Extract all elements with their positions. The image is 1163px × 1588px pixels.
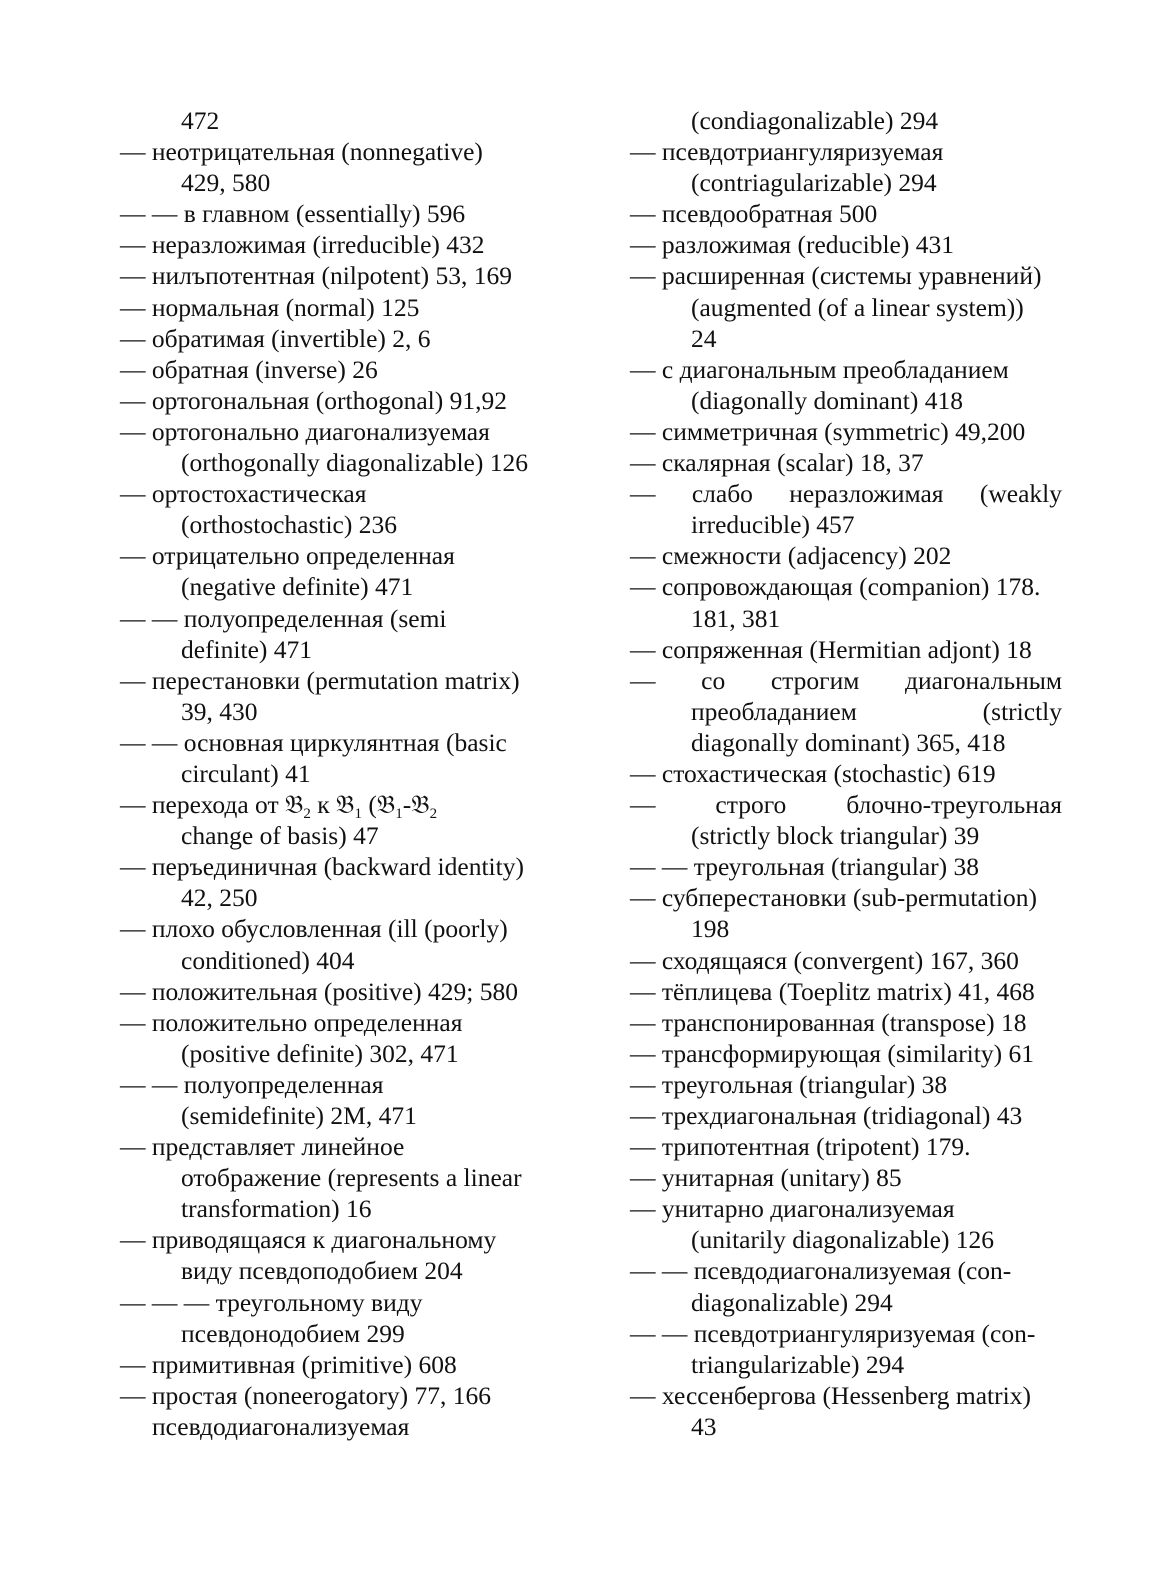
index-entry-word: строгим: [770, 665, 860, 695]
index-entry-line: 429, 580: [181, 168, 271, 198]
index-entry-line: 472: [181, 106, 220, 135]
index-entry-line: — — — треугольному виду: [120, 1287, 423, 1317]
index-column-right: [630, 105, 1062, 1442]
index-entry-line: (negative definite) 471: [181, 572, 414, 602]
index-entry-word: (strictly: [982, 696, 1062, 726]
index-entry-line: [630, 665, 1062, 696]
index-entry-line: (condiagonalizable) 294: [691, 106, 939, 135]
index-entry-line: (strictly block triangular) 39: [691, 821, 980, 851]
index-entry-line: — ортогональная (orthogonal) 91,92: [120, 385, 507, 415]
index-entry-line: — ортостохастическая: [120, 479, 367, 509]
index-entry-line: псевдодиагонализуемая: [152, 1411, 410, 1441]
index-entry-line: виду псевдоподобием 204: [181, 1256, 463, 1286]
index-entry-line: [630, 789, 1062, 820]
index-entry-line: — тёплицева (Toeplitz matrix) 41, 468: [630, 976, 1035, 1006]
index-entry-line: — стохастическая (stochastic) 619: [630, 758, 996, 788]
index-entry-line: diagonally dominant) 365, 418: [691, 727, 1006, 757]
index-entry-line: — плохо обусловленная (ill (poorly): [120, 914, 508, 944]
index-entry-word: диагональным: [905, 665, 1062, 695]
index-entry-word: преобладанием: [691, 696, 857, 726]
index-entry-line: — скалярная (scalar) 18, 37: [630, 448, 924, 478]
index-entry-word: неразложимая: [789, 479, 944, 509]
basis-subscript: 2: [429, 806, 438, 823]
index-entry-line: отображение (represents a linear: [181, 1163, 522, 1193]
index-entry-word: слабо: [691, 479, 753, 509]
index-entry-line: — псевдообратная 500: [630, 199, 878, 229]
index-entry-line: — нилъпотентная (nilpotent) 53, 169: [120, 261, 512, 291]
basis-subscript: 2: [303, 806, 311, 823]
index-entry-line: 198: [691, 914, 730, 944]
index-entry-line: 43: [691, 1411, 717, 1441]
index-entry-line: [630, 478, 1062, 509]
index-entry-text: -𝔅: [402, 790, 430, 820]
index-entry-line: псевдонодобием 299: [181, 1318, 405, 1348]
index-entry-line: — хессенбергова (Hessenberg matrix): [630, 1380, 1031, 1410]
index-entry-line: (unitarily diagonalizable) 126: [691, 1225, 995, 1255]
index-entry-line: — положительно определенная: [120, 1007, 463, 1037]
index-entry-line: 42, 250: [181, 883, 258, 913]
index-entry-line: — — треугольная (triangular) 38: [630, 852, 980, 882]
index-entry-line: — транспонированная (transpose) 18: [630, 1007, 1027, 1037]
index-entry-text: к 𝔅: [310, 790, 355, 820]
index-entry-line: circulant) 41: [181, 758, 311, 788]
index-entry-line: (semidefinite) 2M, 471: [181, 1101, 417, 1130]
index-entry-line: 39, 430: [181, 696, 258, 726]
basis-subscript: 1: [395, 806, 403, 823]
index-entry-line: — представляет линейное: [120, 1132, 405, 1162]
index-entry-text: — перехода от 𝔅: [120, 790, 304, 820]
index-entry-word: —: [630, 479, 656, 509]
index-entry-line: — — основная циркулянтная (basic: [120, 727, 507, 757]
index-entry-line: — псевдотриангуляризуемая: [630, 137, 944, 167]
index-entry-line: — трансформирующая (similarity) 61: [630, 1038, 1034, 1068]
index-entry-line: conditioned) 404: [181, 945, 355, 975]
index-entry-line: (contriagularizable) 294: [691, 168, 937, 198]
index-entry-line: triangularizable) 294: [691, 1349, 905, 1379]
index-entry-line: (augmented (of a linear system)): [691, 292, 1024, 322]
index-entry-line: — трипотентная (tripotent) 179.: [630, 1132, 971, 1162]
index-entry-word: блочно-треугольная: [846, 790, 1062, 820]
index-entry-line: change of basis) 47: [181, 821, 379, 851]
index-entry-line: — — полуопределенная: [120, 1069, 384, 1099]
index-entry-line: (orthostochastic) 236: [181, 510, 397, 540]
index-entry-line: — сопряженная (Hermitian adjont) 18: [630, 634, 1032, 664]
index-entry-line: irreducible) 457: [691, 510, 855, 540]
index-entry-line: — нормальная (normal) 125: [120, 292, 420, 322]
index-entry-line: — обратимая (invertible) 2, 6: [120, 323, 431, 353]
index-entry-line: transformation) 16: [181, 1194, 372, 1224]
index-entry-line: 24: [691, 323, 717, 353]
index-entry-text: (𝔅: [361, 790, 396, 820]
index-entry-line: — симметричная (symmetric) 49,200: [630, 416, 1026, 446]
index-entry-line: — унитарно диагонализуемая: [630, 1194, 955, 1224]
index-entry-line: — — псевдодиагонализуемая (con-: [630, 1256, 1012, 1286]
index-entry-line: — отрицательно определенная: [120, 541, 455, 571]
index-entry-line: — треугольная (triangular) 38: [630, 1069, 948, 1099]
index-entry-line: — неразложимая (irreducible) 432: [120, 230, 485, 260]
index-entry-line: — сопровождающая (companion) 178.: [630, 572, 1041, 602]
index-entry-line: — трехдиагональная (tridiagonal) 43: [630, 1101, 1023, 1130]
index-entry-line: — перъединичная (backward identity): [120, 852, 524, 882]
index-entry-line: — приводящаяся к диагональному: [120, 1225, 497, 1255]
index-entry-line: — ортогонально диагонализуемая: [120, 416, 490, 446]
index-entry-line: — расширенная (системы уравнений): [630, 261, 1042, 291]
index-entry-line: — — в главном (essentially) 596: [120, 199, 466, 229]
index-entry-line: — простая (noneerogatory) 77, 166: [120, 1380, 491, 1410]
index-entry-line: 181, 381: [691, 603, 781, 633]
index-entry-line: diagonalizable) 294: [691, 1287, 893, 1317]
index-entry-line: — унитарная (unitary) 85: [630, 1163, 902, 1193]
index-entry-line: definite) 471: [181, 634, 312, 664]
index-entry-line: — субперестановки (sub-permutation): [630, 883, 1037, 913]
index-entry-line: — примитивная (primitive) 608: [120, 1349, 457, 1379]
index-entry-line: — — псевдотриангуляризуемая (con-: [630, 1318, 1036, 1348]
index-entry-line: — обратная (inverse) 26: [120, 354, 378, 384]
index-entry-line: (orthogonally diagonalizable) 126: [181, 448, 528, 478]
index-entry-word: —: [630, 790, 656, 820]
index-entry-word: (weakly: [979, 479, 1062, 509]
index-entry-line: — с диагональным преобладанием: [630, 354, 1009, 384]
basis-subscript: 1: [354, 806, 362, 823]
index-column-left: [120, 105, 560, 1442]
index-entry-line: [630, 696, 1062, 727]
index-entry-line: — разложимая (reducible) 431: [630, 230, 954, 260]
index-entry-line: — — полуопределенная (semi: [120, 603, 447, 633]
index-entry-line: (positive definite) 302, 471: [181, 1038, 459, 1068]
index-entry-word: строго: [715, 790, 787, 820]
index-entry-line: — неотрицательная (nonnegative): [120, 137, 483, 167]
index-entry-line: — смежности (adjacency) 202: [630, 541, 952, 571]
index-entry-word: —: [630, 665, 656, 695]
index-entry-line: [120, 789, 560, 823]
index-entry-line: — положительная (positive) 429; 580: [120, 976, 518, 1006]
index-entry-line: — сходящаяся (convergent) 167, 360: [630, 945, 1019, 975]
index-entry-line: — перестановки (permutation matrix): [120, 665, 520, 695]
index-entry-word: со: [701, 665, 726, 695]
index-entry-line: (diagonally dominant) 418: [691, 385, 963, 415]
